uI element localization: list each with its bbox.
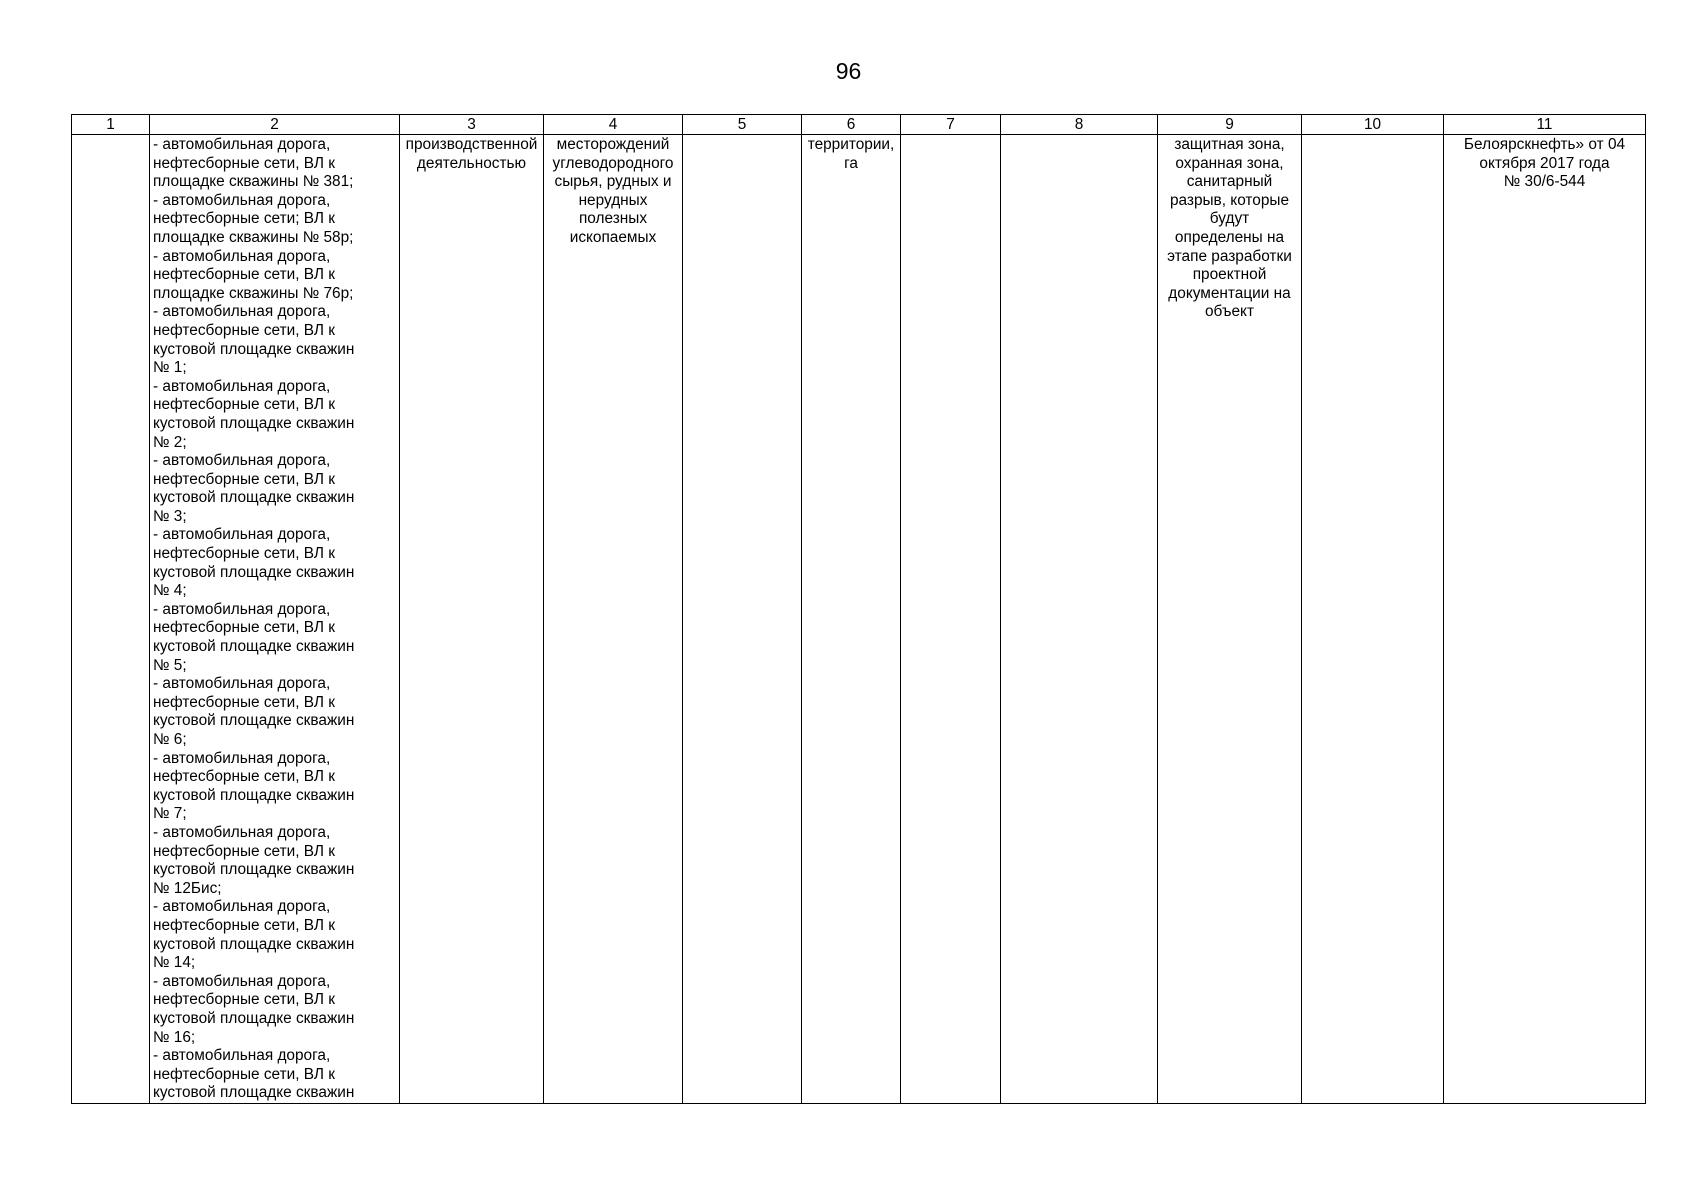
column-number-4: 4 — [544, 115, 683, 135]
cell-text-line: кустовой площадке скважин — [153, 861, 355, 879]
cell-text-line: кустовой площадке скважин — [153, 1009, 355, 1027]
column-number-10: 10 — [1302, 115, 1444, 135]
cell-text-line: углеводородного — [552, 154, 674, 172]
column-number-7: 7 — [901, 115, 1001, 135]
cell-text-line: - автомобильная дорога, — [153, 675, 331, 693]
cell-text-line: проектной — [1192, 266, 1267, 284]
cell-text-line: производственной — [405, 136, 538, 153]
cell-text-line: нефтесборные сети, ВЛ к — [153, 266, 335, 284]
cell-col9 — [1158, 135, 1302, 1104]
cell-text-line: кустовой площадке скважин — [153, 638, 355, 656]
cell-text-line: кустовой площадке скважин — [153, 563, 355, 581]
cell-text-line: № 7; — [153, 805, 187, 823]
cell-text-line: нефтесборные сети, ВЛ к — [153, 545, 335, 563]
cell-text-line: № 30/6-544 — [1503, 173, 1586, 191]
cell-text-line: кустовой площадке скважин — [153, 1084, 355, 1102]
cell-text-line: нефтесборные сети, ВЛ к — [153, 396, 335, 414]
cell-text-line: разрыв, которые — [1169, 191, 1290, 209]
cell-text-line: кустовой площадке скважин — [153, 489, 355, 507]
cell-text-line: кустовой площадке скважин — [153, 935, 355, 953]
cell-text-line: № 5; — [153, 656, 187, 674]
cell-text-line: площадке скважины № 381; — [153, 173, 354, 191]
cell-text-line: этапе разработки — [1167, 247, 1292, 265]
cell-text-line: нерудных — [578, 191, 648, 209]
cell-col6 — [802, 135, 901, 1104]
cell-text-line: сырья, рудных и — [554, 173, 672, 191]
cell-text-line: полезных — [578, 210, 648, 228]
cell-text-line: № 4; — [153, 582, 187, 600]
column-number-9: 9 — [1158, 115, 1302, 135]
cell-text-line: - автомобильная дорога, — [153, 526, 331, 544]
cell-col10 — [1302, 135, 1444, 1104]
cell-text-line: № 3; — [153, 507, 187, 525]
cell-text-line: территории, — [807, 136, 895, 153]
cell-text-line: объект — [1205, 303, 1254, 321]
cell-col1 — [72, 135, 150, 1104]
cell-col7 — [901, 135, 1001, 1104]
column-number-8: 8 — [1001, 115, 1158, 135]
cell-text-line: Белоярскнефть» от 04 — [1463, 136, 1626, 153]
cell-col4 — [544, 135, 683, 1104]
cell-text-line: защитная зона, — [1174, 136, 1285, 153]
cell-text-line: - автомобильная дорога, — [153, 1047, 331, 1065]
column-number-1: 1 — [72, 115, 150, 135]
column-number-row — [72, 115, 1646, 135]
column-number-6: 6 — [802, 115, 901, 135]
cell-text-line: кустовой площадке скважин — [153, 340, 355, 358]
cell-col3 — [400, 135, 544, 1104]
cell-text-line: - автомобильная дорога, — [153, 452, 331, 470]
cell-col8 — [1001, 135, 1158, 1104]
cell-text-line: нефтесборные сети; ВЛ к — [153, 210, 335, 228]
cell-text-line: № 1; — [153, 359, 187, 377]
cell-object-list — [150, 135, 400, 1104]
cell-text-line: нефтесборные сети, ВЛ к — [153, 470, 335, 488]
cell-text-line: кустовой площадке скважин — [153, 414, 355, 432]
cell-text-line: определены на — [1174, 228, 1285, 246]
cell-text-line: № 2; — [153, 433, 187, 451]
cell-text-line: № 12Бис; — [153, 879, 222, 897]
cell-text-line: нефтесборные сети, ВЛ к — [153, 916, 335, 934]
table-row — [72, 135, 1646, 1104]
cell-text-line: - автомобильная дорога, — [153, 377, 331, 395]
cell-text-line: площадке скважины № 58р; — [153, 228, 354, 246]
document-table — [71, 114, 1646, 1104]
cell-text-line: - автомобильная дорога, — [153, 247, 331, 265]
cell-text-line: кустовой площадке скважин — [153, 786, 355, 804]
cell-text-line: деятельностью — [416, 154, 527, 172]
cell-text-line: нефтесборные сети, ВЛ к — [153, 991, 335, 1009]
cell-text-line: документации на — [1168, 284, 1291, 302]
cell-text-line: нефтесборные сети, ВЛ к — [153, 768, 335, 786]
cell-text-line: площадке скважины № 76р; — [153, 284, 354, 302]
cell-text-line: октября 2017 года — [1479, 154, 1610, 172]
column-number-2: 2 — [150, 115, 400, 135]
cell-text-line: нефтесборные сети, ВЛ к — [153, 842, 335, 860]
cell-text-line: будут — [1209, 210, 1250, 228]
cell-text-line: га — [844, 154, 858, 172]
cell-text-line: ископаемых — [569, 228, 657, 246]
cell-text-line: - автомобильная дорога, — [153, 303, 331, 321]
cell-text-line: нефтесборные сети, ВЛ к — [153, 693, 335, 711]
cell-text-line: нефтесборные сети, ВЛ к — [153, 321, 335, 339]
cell-text-line: № 6; — [153, 731, 187, 748]
cell-text-line: - автомобильная дорога, — [153, 191, 331, 209]
cell-text-line: № 14; — [153, 954, 196, 972]
cell-text-line: месторождений — [556, 136, 670, 153]
cell-col11 — [1444, 135, 1646, 1104]
cell-text-line: - автомобильная дорога, — [153, 600, 331, 618]
cell-text-line: кустовой площадке скважин — [153, 712, 355, 730]
cell-text-line: санитарный — [1186, 173, 1273, 191]
cell-text-line: № 16; — [153, 1028, 196, 1046]
cell-text-line: - автомобильная дорога, — [153, 749, 331, 767]
cell-text-line: охранная зона, — [1175, 154, 1284, 172]
column-number-3: 3 — [400, 115, 544, 135]
page-number: 96 — [835, 58, 862, 84]
column-number-5: 5 — [683, 115, 802, 135]
cell-text-line: - автомобильная дорога, — [153, 972, 331, 990]
cell-text-line: нефтесборные сети, ВЛ к — [153, 1065, 335, 1083]
cell-text-line: - автомобильная дорога, — [153, 823, 331, 841]
column-number-11: 11 — [1444, 115, 1646, 135]
cell-text-line: нефтесборные сети, ВЛ к — [153, 154, 335, 172]
cell-text-line: нефтесборные сети, ВЛ к — [153, 619, 335, 637]
cell-col5 — [683, 135, 802, 1104]
cell-text-line: - автомобильная дорога, — [153, 136, 331, 153]
cell-text-line: - автомобильная дорога, — [153, 898, 331, 916]
